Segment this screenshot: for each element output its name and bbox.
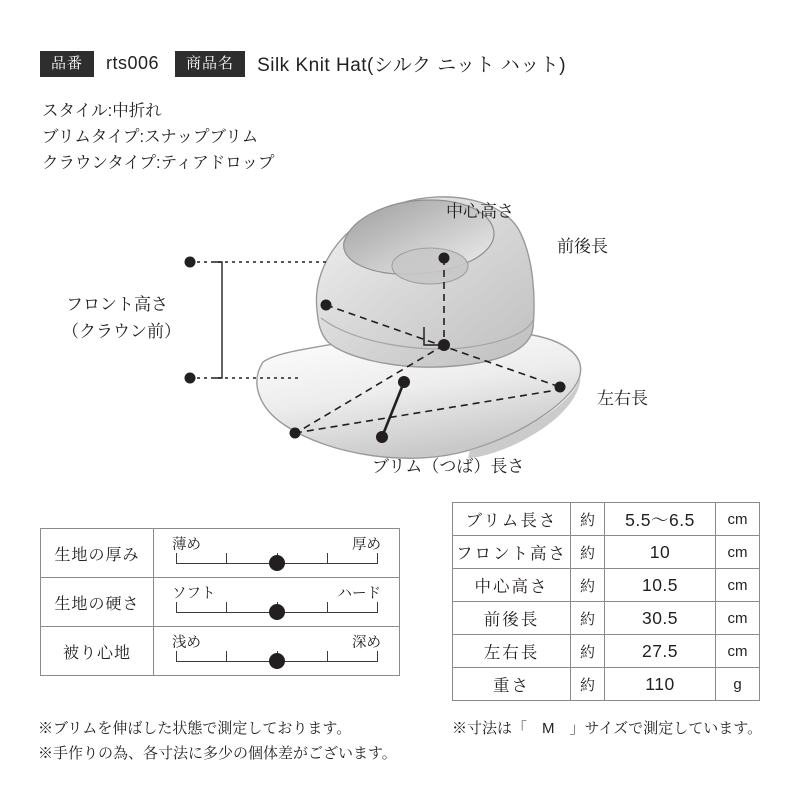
feel-label-fit: 被り心地 [41, 627, 154, 676]
notes-left [38, 716, 397, 766]
scale-right-label: 深め [352, 634, 381, 651]
product-header [40, 50, 582, 77]
note-size-measured: ※寸法は「 M 」サイズで測定しています。 [452, 720, 763, 737]
measure-name: ブリム長さ [453, 503, 571, 536]
measure-value: 10.5 [605, 569, 716, 602]
feel-scale-fit [154, 627, 400, 676]
feel-label-stiffness: 生地の硬さ [41, 578, 154, 627]
table-row [453, 668, 760, 701]
spec-crown-type: クラウンタイプ:ティアドロップ [42, 154, 275, 172]
scale-right-label: ハード [337, 585, 381, 602]
scale-axis [176, 661, 377, 662]
label-left-right-length: 左右長 [597, 389, 648, 408]
measure-name: 左右長 [453, 635, 571, 668]
hat-measurement-diagram [0, 150, 800, 490]
notes-right [452, 716, 762, 741]
label-front-back-length: 前後長 [557, 237, 608, 256]
scale-left-label: 浅め [172, 634, 201, 651]
table-row [453, 602, 760, 635]
measure-name: 重さ [453, 668, 571, 701]
measure-approx: 約 [571, 602, 605, 635]
note-handmade-variance: ※手作りの為、各寸法に多少の個体差がございます。 [38, 745, 397, 762]
label-front-height-line1: フロント高さ [66, 295, 168, 314]
table-row [453, 569, 760, 602]
feel-scale-thickness [154, 529, 400, 578]
measure-value: 110 [605, 668, 716, 701]
measure-approx: 約 [571, 668, 605, 701]
measure-unit: cm [716, 536, 760, 569]
label-center-height: 中心高さ [446, 202, 514, 221]
scale-axis [176, 612, 377, 613]
label-brim-length: ブリム（つば）長さ [372, 457, 525, 476]
table-row [453, 635, 760, 668]
scale-left-label: ソフト [172, 585, 216, 602]
measure-approx: 約 [571, 635, 605, 668]
fabric-feel-table [40, 528, 400, 676]
product-name-tag: 商品名 [175, 51, 245, 77]
table-row [41, 627, 400, 676]
spec-style: スタイル:中折れ [42, 102, 162, 120]
measure-approx: 約 [571, 536, 605, 569]
measure-approx: 約 [571, 503, 605, 536]
feel-scale-stiffness [154, 578, 400, 627]
measure-value: 27.5 [605, 635, 716, 668]
label-front-height-line2: （クラウン前） [62, 322, 181, 341]
measure-value: 5.5〜6.5 [605, 503, 716, 536]
measure-name: 中心高さ [453, 569, 571, 602]
spec-brim-type: ブリムタイプ:スナップブリム [42, 128, 259, 146]
measurement-table [452, 502, 760, 701]
scale-marker [269, 604, 285, 620]
measure-unit: g [716, 668, 760, 701]
measure-value: 30.5 [605, 602, 716, 635]
product-code-tag: 品番 [40, 51, 94, 77]
table-row [453, 536, 760, 569]
table-row [41, 529, 400, 578]
scale-marker [269, 555, 285, 571]
feel-label-thickness: 生地の厚み [41, 529, 154, 578]
scale-marker [269, 653, 285, 669]
measure-unit: cm [716, 569, 760, 602]
scale-axis [176, 563, 377, 564]
table-row [453, 503, 760, 536]
measure-name: 前後長 [453, 602, 571, 635]
measure-unit: cm [716, 635, 760, 668]
measure-approx: 約 [571, 569, 605, 602]
note-brim-stretched: ※ブリムを伸ばした状態で測定しております。 [38, 720, 352, 737]
product-name-value: Silk Knit Hat(シルク ニット ハット) [257, 55, 567, 76]
measure-name: フロント高さ [453, 536, 571, 569]
product-code-value: rts006 [106, 53, 160, 73]
scale-left-label: 薄め [172, 536, 201, 553]
measure-value: 10 [605, 536, 716, 569]
scale-right-label: 厚め [352, 536, 381, 553]
measure-unit: cm [716, 503, 760, 536]
measure-unit: cm [716, 602, 760, 635]
table-row [41, 578, 400, 627]
